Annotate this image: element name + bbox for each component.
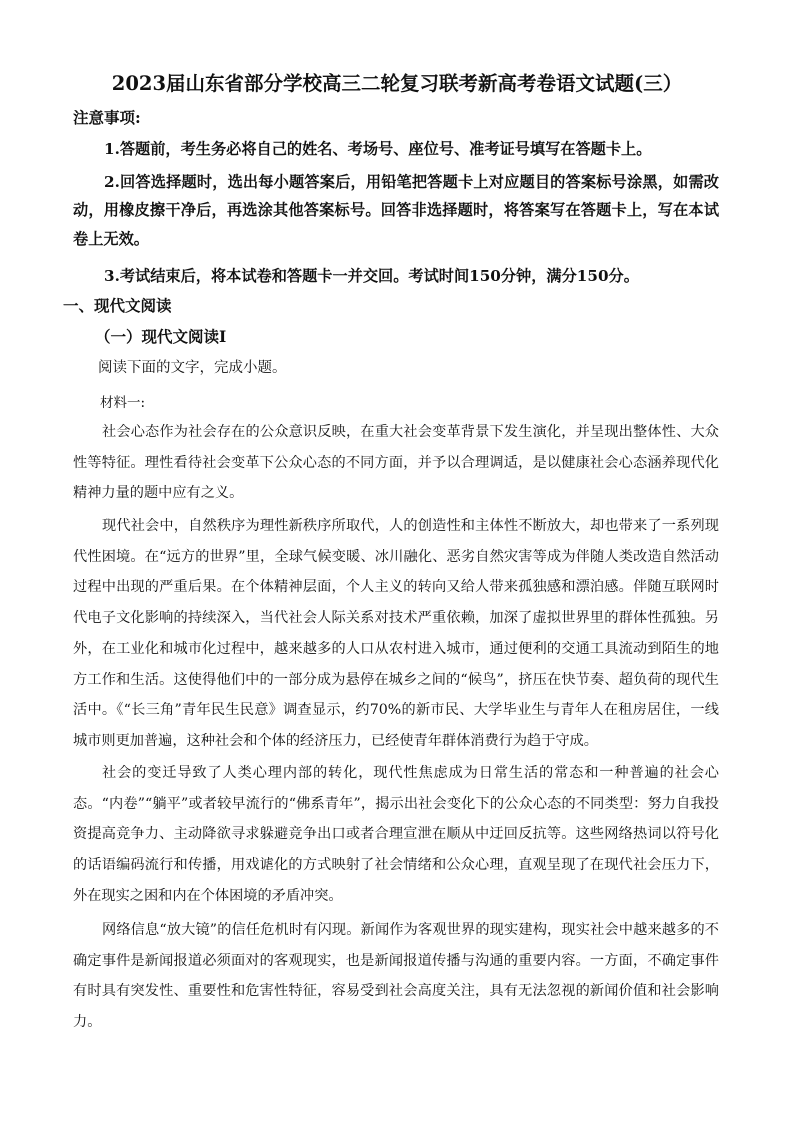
section-heading: 一、现代文阅读 bbox=[63, 296, 172, 315]
passage-paragraph-1: 社会心态作为社会存在的公众意识反映，在重大社会变革背景下发生演化，并呈现出整体性、大众性等特征。理性看待社会变革下公众心态的不同方面，并予以合理调适，是以健康社会心态涵养现代化精神力量的题中应有之义。 bbox=[73, 424, 719, 502]
page-title: 2023届山东省部分学校高三二轮复习联考新高考卷语文试题(三） bbox=[111, 72, 683, 95]
notice-item-1: 1.答题前，考生务必将自己的姓名、考场号、座位号、准考证号填写在答题卡上。 bbox=[104, 140, 652, 158]
notice-heading: 注意事项: bbox=[73, 108, 141, 127]
material-label: 材料一: bbox=[100, 395, 146, 411]
notice-item-3: 3.考试结束后，将本试卷和答题卡一并交回。考试时间150分钟，满分150分。 bbox=[104, 267, 639, 285]
passage-paragraph-2: 现代社会中，自然秩序为理性新秩序所取代，人的创造性和主体性不断放大，却也带来了一系列现代性困境。在“远方的世界”里，全球气候变暖、冰川融化、恶劣自然灾害等成为伴随人类改造自然活动过程中出现的严重后果。在个体精神层面，个人主义的转向又给人带来孤独感和漂泊感。伴随互联网时代电子文化影响的持续深入，当代社会人际关系对技术严重依赖，加深了虚拟世界里的群体性孤独。另外，在工业化和城市化过程中，越来越多的人口从农村进入城市，通过便利的交通工具流动到陌生的地方工作和生活。这使得他们中的一部分成为悬停在城乡之间的“候鸟”，挤压在快节奏、超负荷的现代生活中。《“长三角”青年民生民意》调查显示，约70%的新市民、大学毕业生与青年人在租房居住，一线城市则更加普遍，这种社会和个体的经济压力，已经使青年群体消费行为趋于守成。 bbox=[73, 518, 719, 749]
notice-item-2: 2.回答选择题时，选出每小题答案后，用铅笔把答题卡上对应题目的答案标号涂黑，如需改动，用橡皮擦干净后，再选涂其他答案标号。回答非选择题时，将答案写在答题卡上，写在本试卷上无效。 bbox=[73, 173, 719, 248]
passage-paragraph-3: 社会的变迁导致了人类心理内部的转化，现代性焦虑成为日常生活的常态和一种普遍的社会心态。“内卷”“躺平”或者较早流行的“佛系青年”，揭示出社会变化下的公众心态的不同类型：努力自我投资提高竞争力、主动降欲寻求躲避竞争出口或者合理宣泄在顺从中迂回反抗等。这些网络热词以符号化的话语编码流行和传播，用戏谑化的方式映射了社会情绪和公众心理，直观呈现了在现代社会压力下，外在现实之困和内在个体困境的矛盾冲突。 bbox=[73, 765, 719, 904]
subsection-heading: （一）现代文阅读Ⅰ bbox=[95, 327, 227, 346]
reading-instruction: 阅读下面的文字，完成小题。 bbox=[98, 360, 287, 376]
passage-paragraph-4: 网络信息“放大镜”的信任危机时有闪现。新闻作为客观世界的现实建构，现实社会中越来越多的不确定事件是新闻报道必须面对的客观现实，也是新闻报道传播与沟通的重要内容。一方面，不确定事件有时具有突发性、重要性和危害性特征，容易受到社会高度关注，具有无法忽视的新闻价值和社会影响力。 bbox=[73, 922, 719, 1031]
